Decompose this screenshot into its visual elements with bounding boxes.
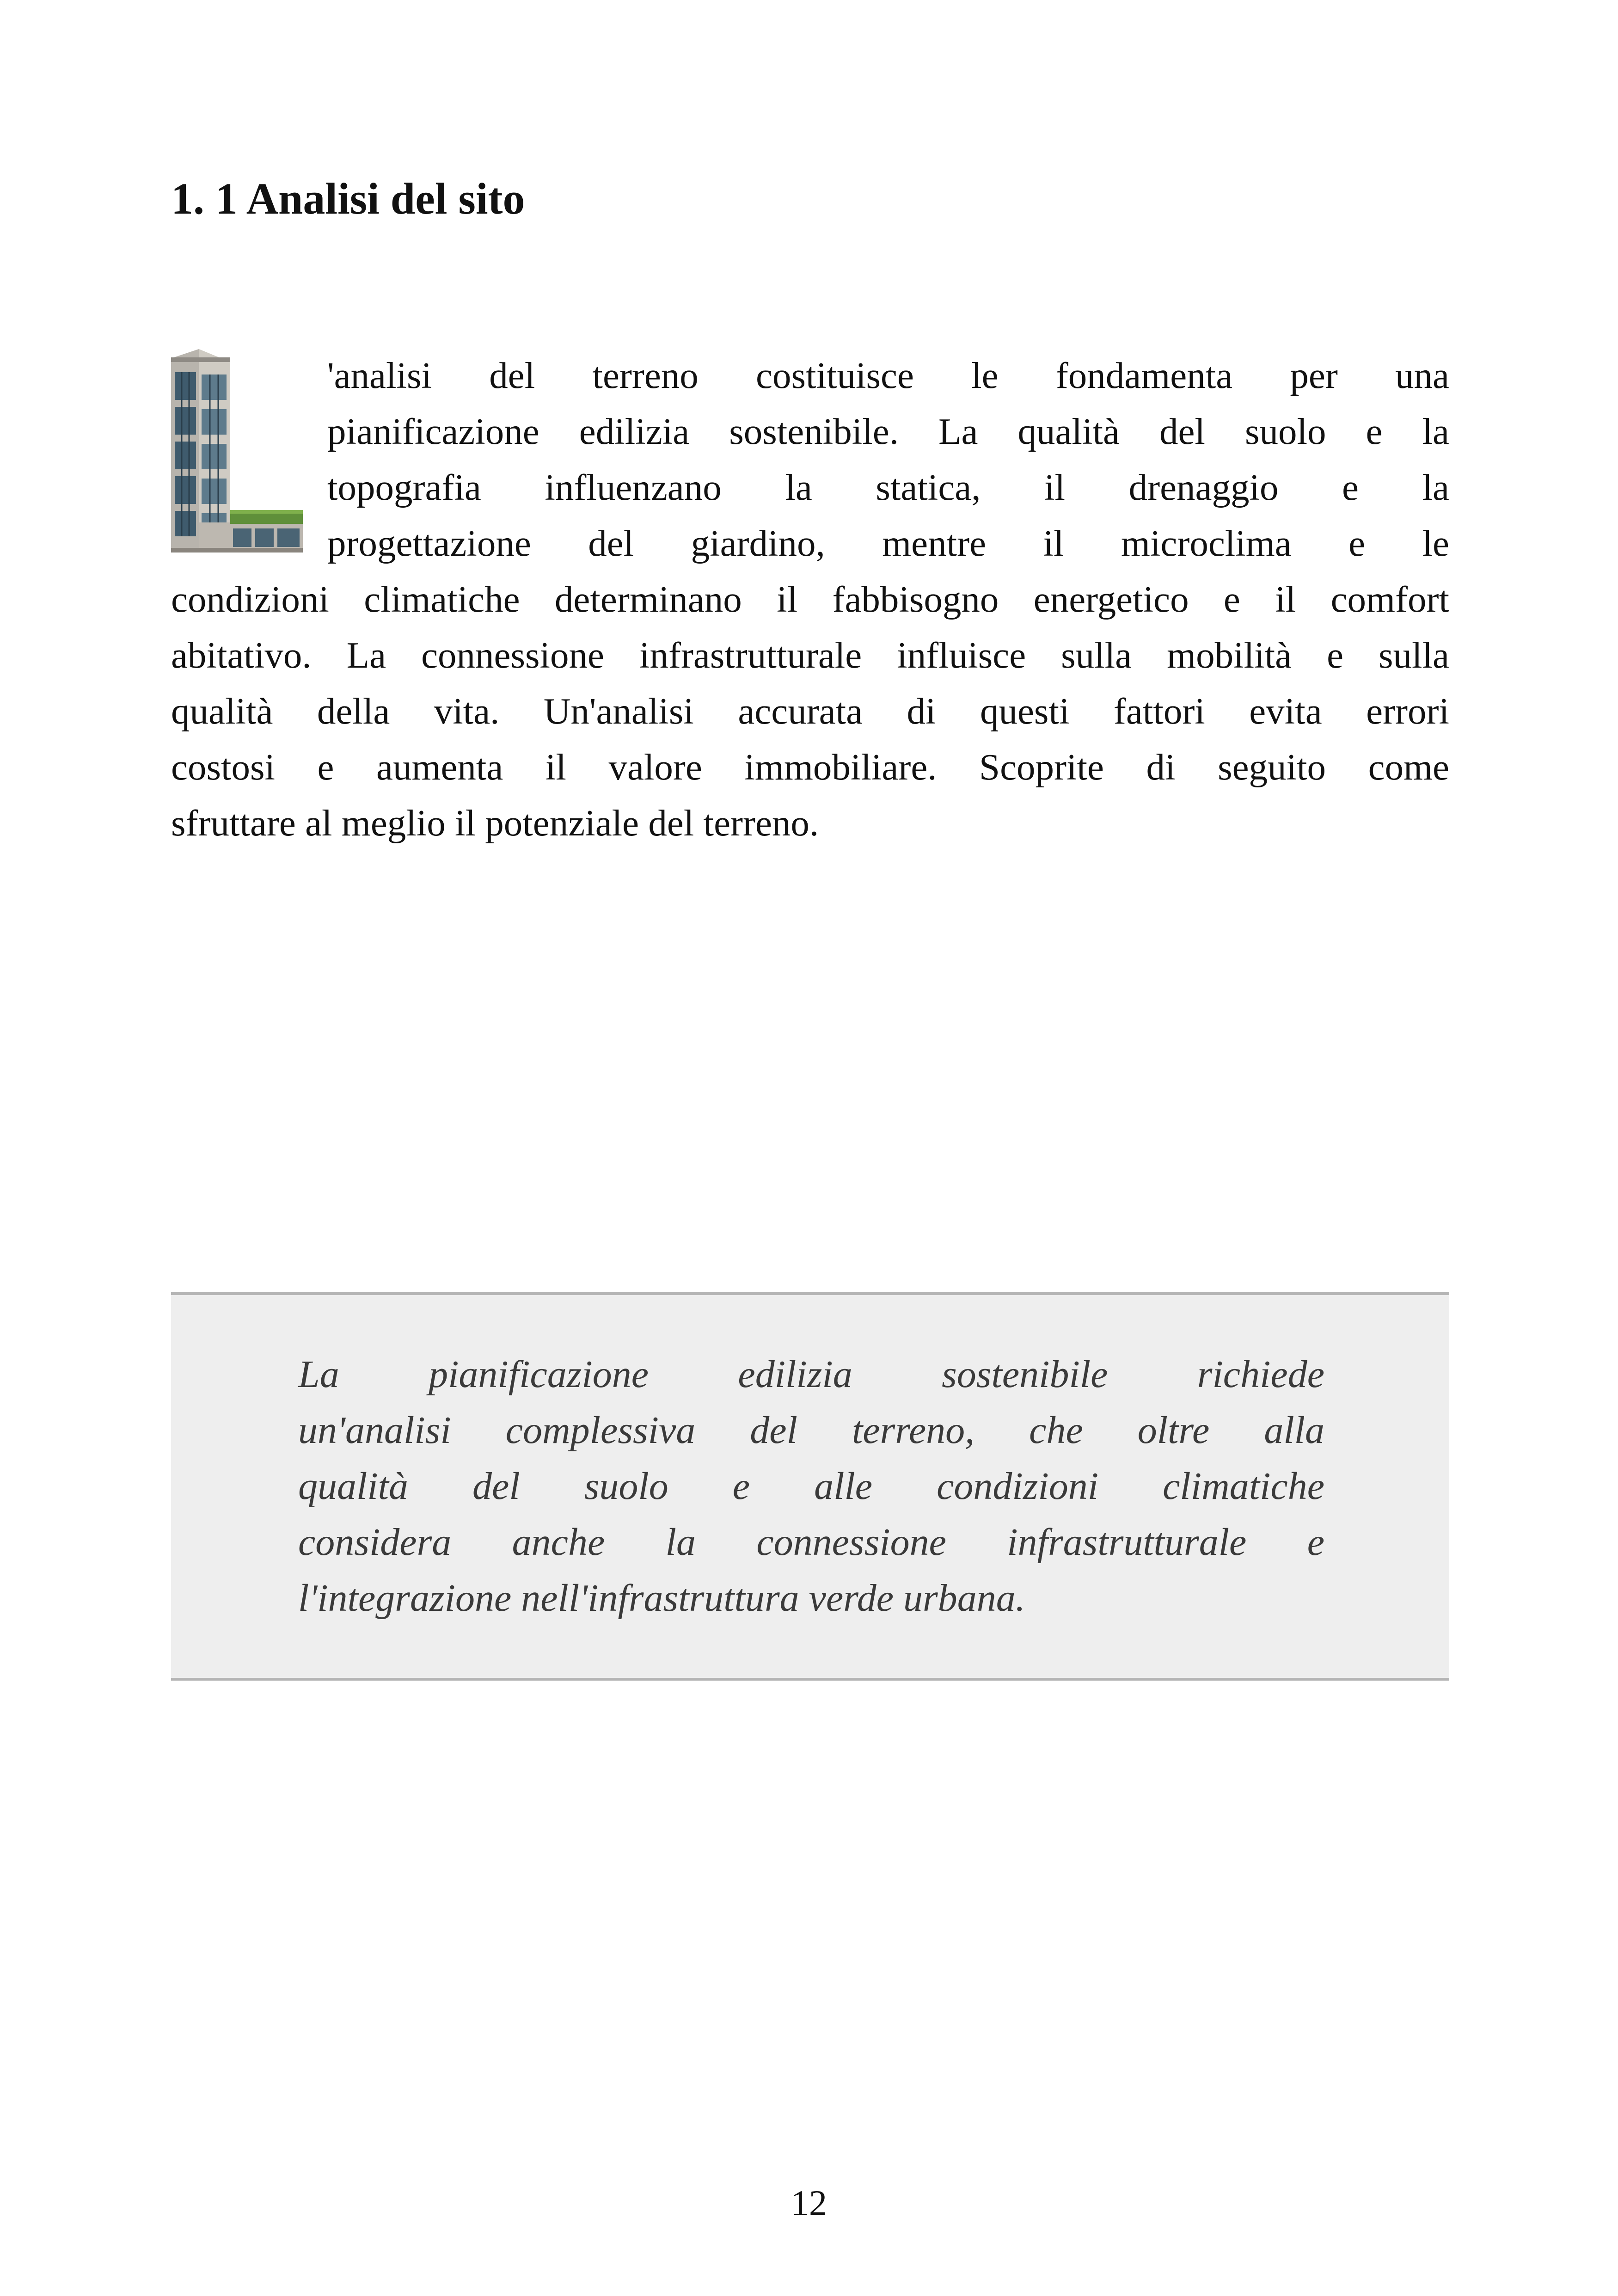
body-line: topografia influenzano la statica, il drenaggio e la	[327, 467, 1449, 508]
body-line: costosi e aumenta il valore immobiliare. Scoprite di seguito come	[171, 746, 1449, 788]
callout-line: un'analisi complessiva del terreno, che oltre alla	[298, 1409, 1324, 1452]
callout-line: qualità del suolo e alle condizioni climatiche	[298, 1465, 1324, 1508]
section-heading: 1. 1 Analisi del sito	[171, 174, 525, 223]
page-number: 12	[791, 2183, 827, 2223]
body-line: progettazione del giardino, mentre il microclima e le	[327, 522, 1449, 564]
callout-box	[171, 1292, 1449, 1681]
body-line: sfruttare al meglio il potenziale del terreno.	[171, 802, 819, 844]
callout-quote	[298, 1346, 1324, 1626]
body-line: condizioni climatiche determinano il fabbisogno energetico e il comfort	[171, 578, 1449, 620]
callout-line: l'integrazione nell'infrastruttura verde urbana.	[298, 1577, 1025, 1620]
body-line: pianificazione edilizia sostenibile. La qualità del suolo e la	[327, 411, 1449, 452]
building-letter-L-icon	[171, 349, 303, 553]
body-line: abitativo. La connessione infrastrutturale influisce sulla mobilità e sulla	[171, 634, 1449, 676]
callout-line: considera anche la connessione infrastrutturale e	[298, 1521, 1324, 1564]
body-line: qualità della vita. Un'analisi accurata di questi fattori evita errori	[171, 690, 1449, 732]
body-line: 'analisi del terreno costituisce le fondamenta per una	[327, 355, 1449, 396]
body-paragraph	[171, 571, 1449, 851]
callout-line: La pianificazione edilizia sostenibile richiede	[298, 1353, 1324, 1396]
body-paragraph-indented	[327, 348, 1449, 571]
